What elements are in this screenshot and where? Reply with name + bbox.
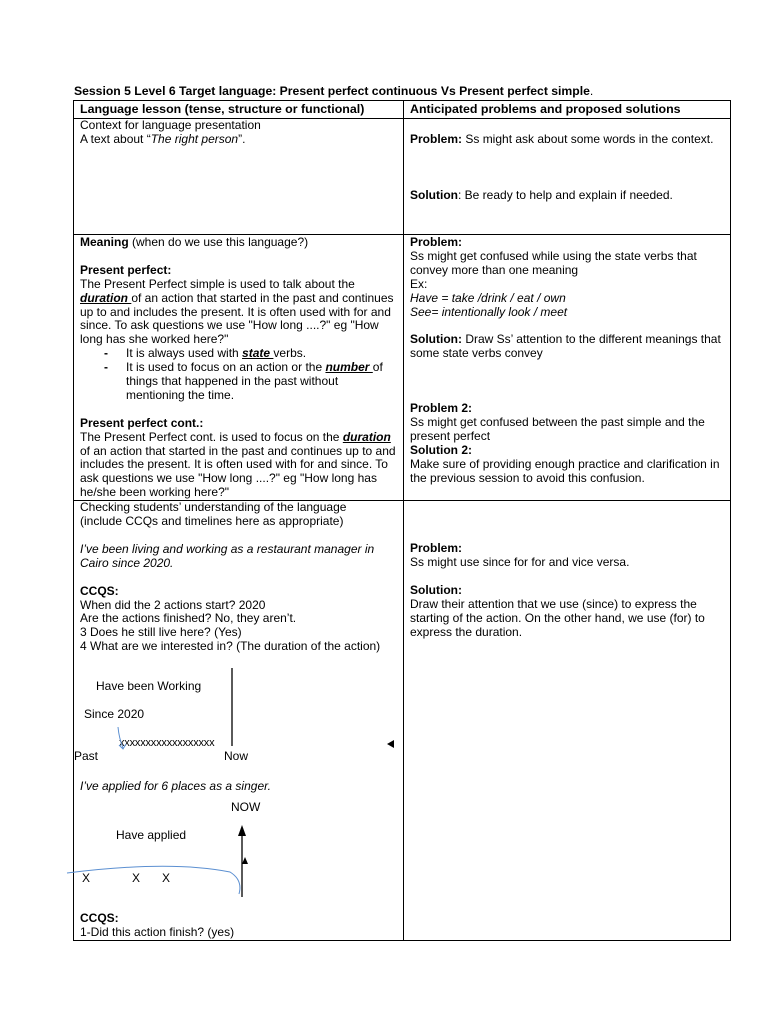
list-item: - It is always used with state verbs. [104, 347, 398, 361]
timeline-now: Now [224, 749, 249, 764]
timeline-x: X [162, 870, 171, 885]
usage-list [80, 347, 398, 403]
list-item: - It is used to focus on an action or the number of things that happened in the past without mentioning the time. [104, 361, 398, 403]
meaning-cell: Meaning (when do we use this language?) Present perfect: The Present Perfect simple is used to talk about the duration of an action that started in the past and continues up to and includes the present. It is often used with for and since. To ask questions we use "How long ....?" eg "How long has she worked here?" - It is always used with state verbs. - It is used to focus on an action or the number of things that happened in the past without mentioning the time. Present perfect cont.: The Present Perfect cont. is used to focus on the duration of an action that started in the past and continues up to and includes the present. It is often used with for and since. To ask questions we use "How long ....?" eg "How long has he/she been working here?" [74, 235, 404, 501]
document-title: Session 5 Level 6 Target language: Present perfect continuous Vs Present perfect simple. [74, 84, 594, 98]
timeline-x: X [132, 870, 141, 885]
timeline-label: Have applied [116, 827, 187, 842]
present-perfect-heading: Present perfect: [80, 262, 172, 277]
timeline-label: Have been Working [96, 679, 202, 694]
table-row [74, 501, 731, 941]
timeline-since: Since 2020 [84, 707, 145, 722]
col1-header: Language lesson (tense, structure or functional) [74, 101, 404, 119]
table-row [74, 235, 731, 501]
timeline-simple [80, 794, 398, 912]
timeline-continuous [74, 654, 398, 766]
timeline-now-label: NOW [231, 799, 261, 814]
timeline-past: Past [74, 749, 99, 764]
col2-header: Anticipated problems and proposed solutions [404, 101, 731, 119]
lesson-plan-table [73, 100, 731, 941]
table-row [74, 119, 731, 235]
present-perfect-cont-heading: Present perfect cont.: [80, 415, 204, 430]
meaning-problems-cell: Problem: Ss might get confused while using the state verbs that convey more than one meaning Ex: Have = take /drink / eat / own See= intentionally look / meet Solution: Draw Ss’ attention to the different meanings that some state verbs convey Problem 2: Ss might get confused between the past simple and the present perfect Solution 2: Make sure of providing enough practice and clarification in the previous session to avoid this confusion. [404, 235, 731, 501]
timeline-marks: xxxxxxxxxxxxxxxxxx [119, 737, 215, 750]
timeline-x: X [82, 870, 91, 885]
checking-cell: Checking students’ understanding of the language (include CCQs and timelines here as appropriate) I’ve been living and working as a restaurant manager in Cairo since 2020. CCQS: When did the 2 actions start? 2020 Are the actions finished? No, they aren’t. 3 Does he still live here? (Yes) 4 What are we interested in? (The duration of the action) Have been Working Since 2020 xxxxxxxxxxxxxxxxxx Past Now I’ve applied for 6 places as a singer. NOW Have applied X X X CCQS: 1-Did this action finish? (yes) [74, 501, 404, 941]
context-problems-cell: Problem: Ss might ask about some words in the context. Solution: Be ready to help and explain if needed. [404, 119, 731, 235]
table-header-row [74, 101, 731, 119]
checking-problems-cell: Problem: Ss might use since for for and vice versa. Solution: Draw their attention that we use (since) to express the starting of the action. On the other hand, we use (for) to express the duration. [404, 501, 731, 941]
context-cell: Context for language presentation A text about “The right person”. [74, 119, 404, 235]
